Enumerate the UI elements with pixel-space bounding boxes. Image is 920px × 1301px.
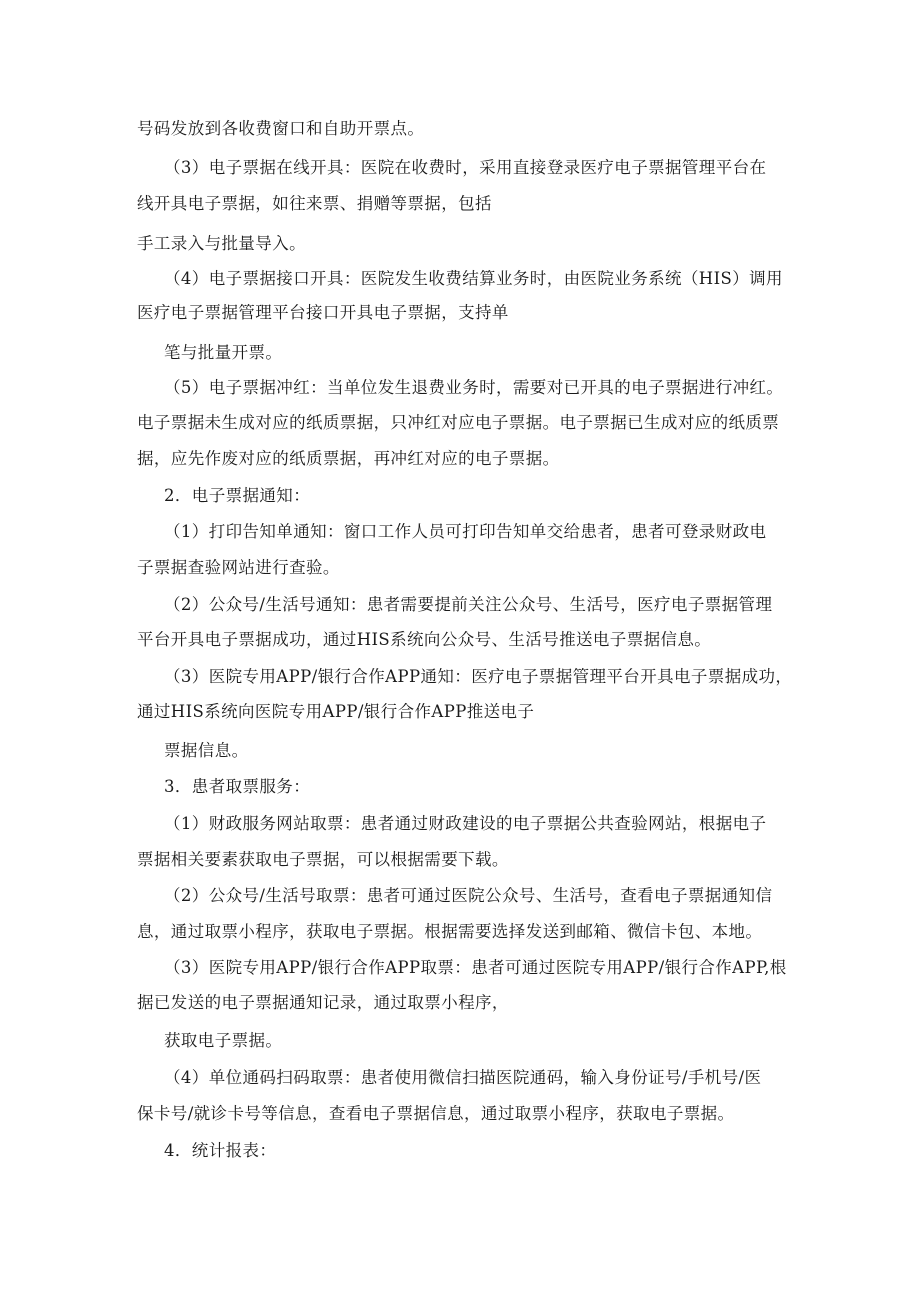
paragraph-line: 获取电子票据。 bbox=[164, 1031, 283, 1050]
paragraph-line: 电子票据未生成对应的纸质票据，只冲红对应电子票据。电子票据已生成对应的纸质票 bbox=[137, 413, 780, 432]
paragraph-line: 医疗电子票据管理平台接口开具电子票据，支持单 bbox=[137, 303, 509, 322]
paragraph-line: （3）医院专用APP/银行合作APP通知：医疗电子票据管理平台开具电子票据成功， bbox=[164, 667, 793, 686]
paragraph-line: （3）医院专用APP/银行合作APP取票：患者可通过医院专用APP/银行合作APP,根 bbox=[164, 958, 787, 977]
paragraph-line: 票据信息。 bbox=[164, 741, 249, 760]
paragraph-line: 子票据查验网站进行查验。 bbox=[137, 558, 340, 577]
paragraph-line: 号码发放到各收费窗口和自助开票点。 bbox=[137, 119, 425, 138]
paragraph-line: 票据相关要素获取电子票据，可以根据需要下载。 bbox=[137, 850, 509, 869]
paragraph-line: 手工录入与批量导入。 bbox=[137, 234, 306, 253]
paragraph-line: 平台开具电子票据成功，通过HIS系统向公众号、生活号推送电子票据信息。 bbox=[137, 630, 712, 649]
section-heading: 2．电子票据通知： bbox=[164, 486, 311, 505]
paragraph-line: （4）单位通码扫码取票：患者使用微信扫描医院通码，输入身份证号/手机号/医 bbox=[164, 1068, 762, 1087]
paragraph-line: （3）电子票据在线开具：医院在收费时，采用直接登录医疗电子票据管理平台在 bbox=[164, 158, 767, 177]
section-heading: 3．患者取票服务： bbox=[164, 777, 311, 796]
section-heading: 4．统计报表： bbox=[164, 1141, 277, 1160]
paragraph-line: （4）电子票据接口开具：医院发生收费结算业务时，由医院业务系统（HIS）调用 bbox=[164, 269, 783, 288]
paragraph-line: （2）公众号/生活号取票：患者可通过医院公众号、生活号，查看电子票据通知信 bbox=[164, 886, 773, 905]
paragraph-line: （1）财政服务网站取票：患者通过财政建设的电子票据公共查验网站，根据电子 bbox=[164, 814, 767, 833]
paragraph-line: （5）电子票据冲红：当单位发生退费业务时，需要对已开具的电子票据进行冲红。 bbox=[164, 378, 784, 397]
paragraph-line: 息，通过取票小程序，获取电子票据。根据需要选择发送到邮箱、微信卡包、本地。 bbox=[137, 922, 763, 941]
paragraph-line: 通过HIS系统向医院专用APP/银行合作APP推送电子 bbox=[137, 702, 535, 721]
paragraph-line: （2）公众号/生活号通知：患者需要提前关注公众号、生活号，医疗电子票据管理 bbox=[164, 595, 773, 614]
paragraph-line: 笔与批量开票。 bbox=[164, 343, 283, 362]
paragraph-line: 线开具电子票据，如往来票、捐赠等票据，包括 bbox=[137, 194, 492, 213]
paragraph-line: （1）打印告知单通知：窗口工作人员可打印告知单交给患者，患者可登录财政电 bbox=[164, 522, 767, 541]
paragraph-line: 据，应先作废对应的纸质票据，再冲红对应的电子票据。 bbox=[137, 449, 560, 468]
paragraph-line: 保卡号/就诊卡号等信息，查看电子票据信息，通过取票小程序，获取电子票据。 bbox=[137, 1104, 735, 1123]
paragraph-line: 据已发送的电子票据通知记录，通过取票小程序， bbox=[137, 993, 509, 1012]
